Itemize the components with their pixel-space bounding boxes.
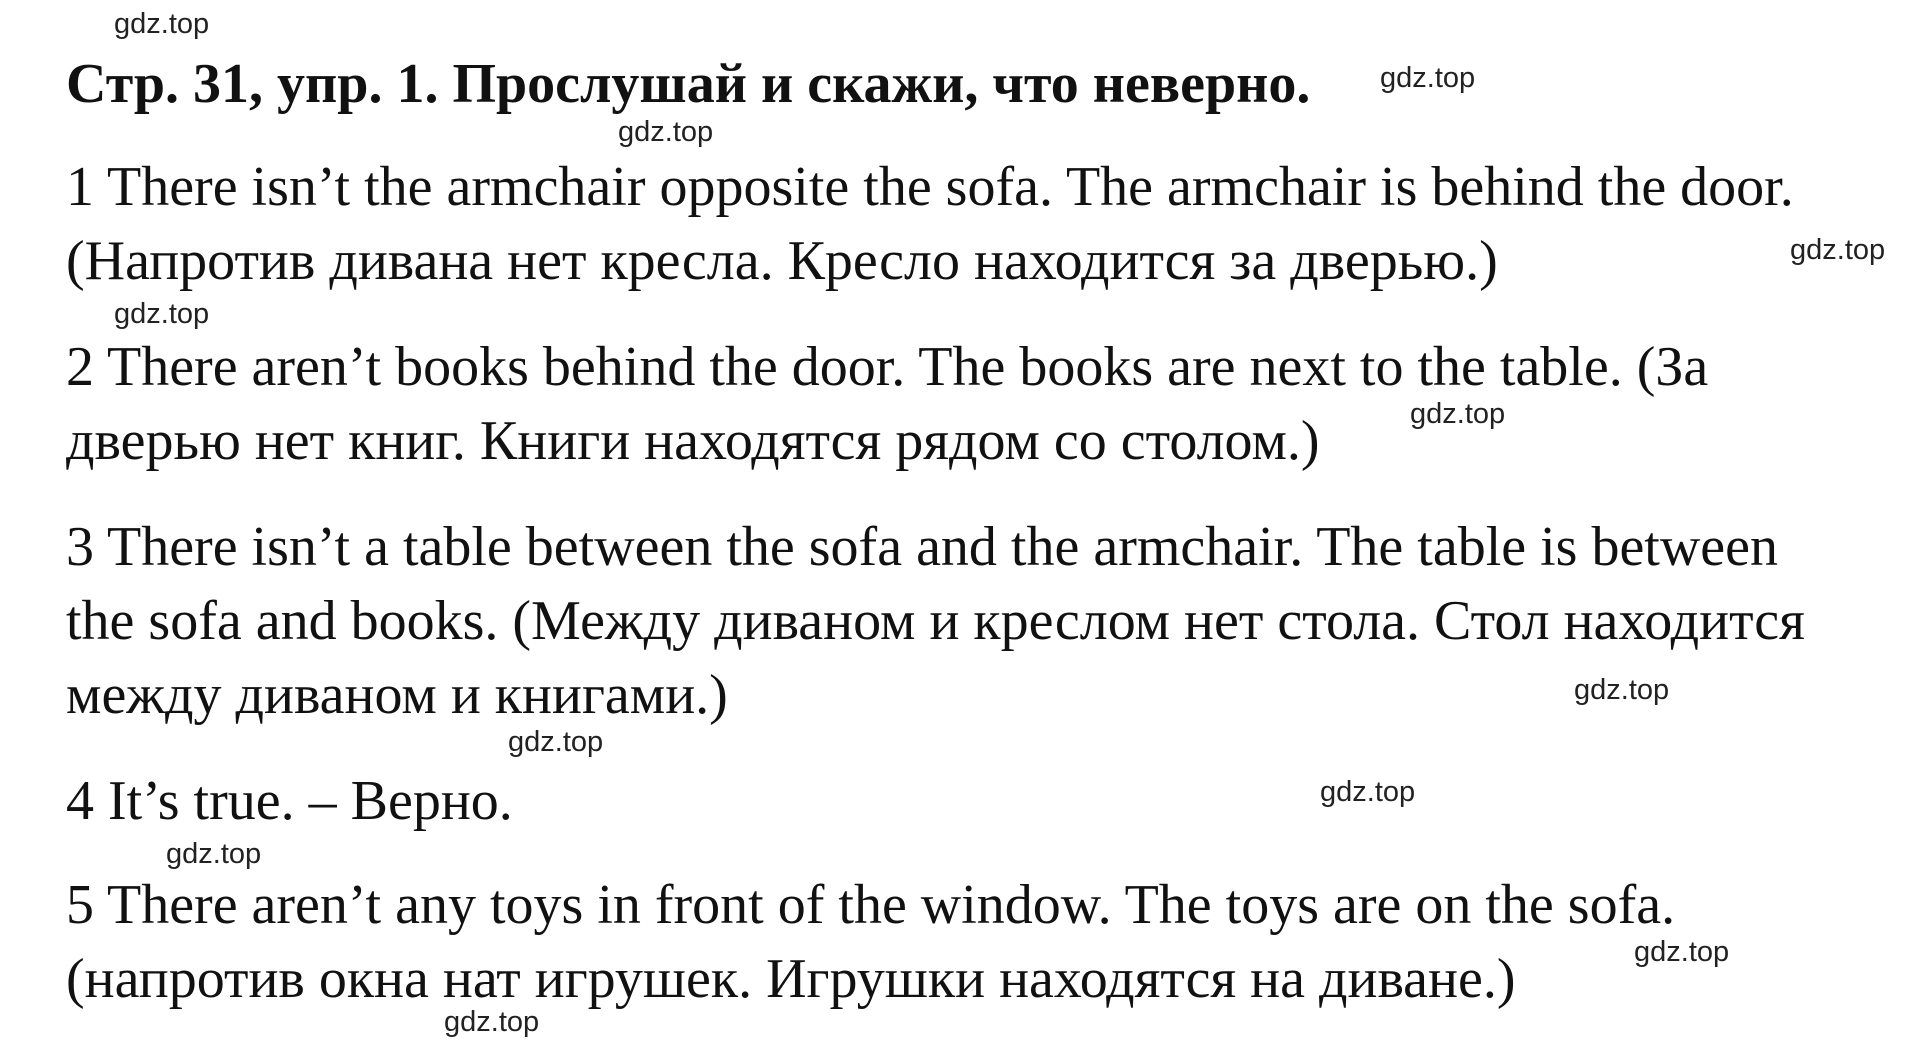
answer-item-4: 4 It’s true. – Верно. bbox=[66, 770, 513, 832]
page-title: Стр. 31, упр. 1. Прослушай и скажи, что неверно. bbox=[66, 53, 1311, 115]
watermark: gdz.top bbox=[114, 298, 210, 330]
watermark: gdz.top bbox=[1574, 674, 1670, 706]
answer-item-3: 3 There isn’t a table between the sofa and the armchair. The table is between the sofa and books. (Между диваном и креслом нет стола. Стол находится между диваном и книгами.) bbox=[66, 516, 1805, 726]
watermark: gdz.top bbox=[114, 8, 210, 40]
watermark: gdz.top bbox=[1634, 936, 1730, 968]
watermark: gdz.top bbox=[166, 838, 262, 870]
answer-item-5: 5 There aren’t any toys in front of the window. The toys are on the sofa. (напротив окна нат игрушек. Игрушки находятся на диване.) bbox=[66, 874, 1676, 1010]
watermark: gdz.top bbox=[1410, 398, 1506, 430]
watermark: gdz.top bbox=[1320, 776, 1416, 808]
watermark: gdz.top bbox=[444, 1006, 540, 1038]
watermark: gdz.top bbox=[1790, 234, 1886, 266]
answer-item-1: 1 There isn’t the armchair opposite the sofa. The armchair is behind the door. (Напротив дивана нет кресла. Кресло находится за дверью.) bbox=[66, 156, 1794, 292]
watermark: gdz.top bbox=[508, 726, 604, 758]
answer-item-2: 2 There aren’t books behind the door. The books are next to the table. (За дверью нет книг. Книги находятся рядом со столом.) bbox=[66, 336, 1709, 472]
watermark: gdz.top bbox=[1380, 62, 1476, 94]
watermark: gdz.top bbox=[618, 116, 714, 148]
